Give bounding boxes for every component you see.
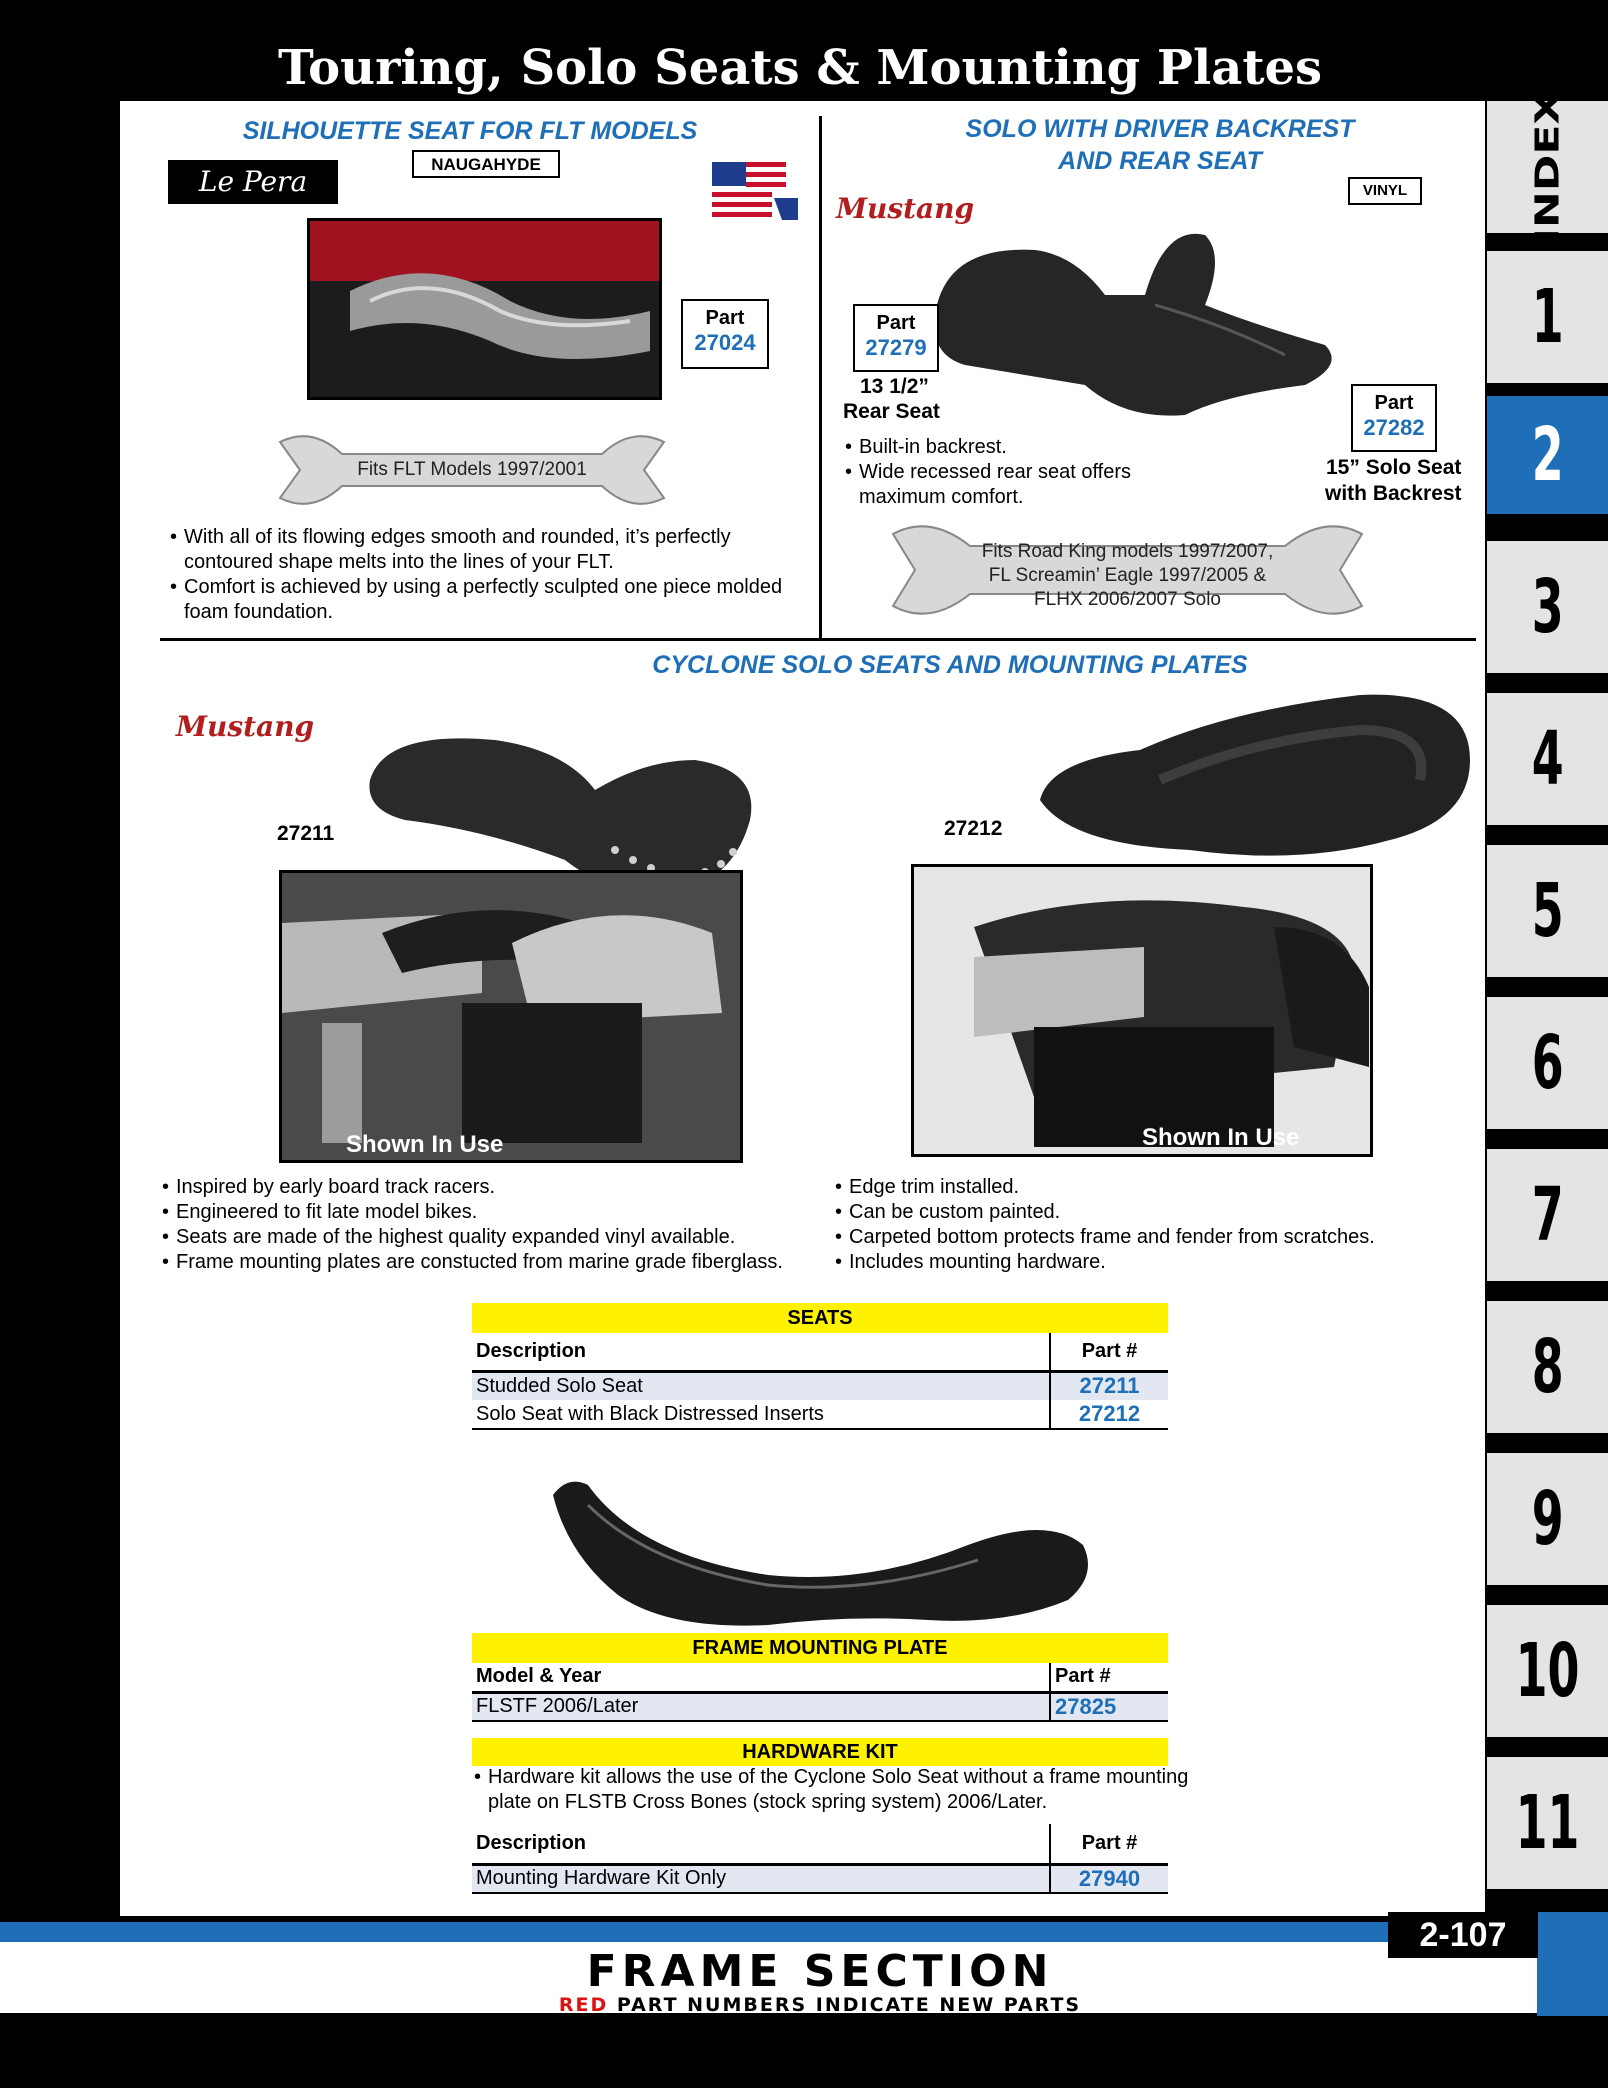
page-title: Touring, Solo Seats & Mounting Plates xyxy=(277,40,1323,96)
motorcycle-27212-illustration xyxy=(914,867,1373,1157)
seats-table xyxy=(472,1303,1168,1430)
cyclone-bullets-right xyxy=(833,1175,1453,1275)
part-box-27279: Part 27279 xyxy=(853,304,939,372)
list-item: • Carpeted bottom protects frame and fender from scratches. xyxy=(833,1225,1453,1250)
part-number-link[interactable]: 27825 xyxy=(1050,1692,1168,1721)
silhouette-seat-photo xyxy=(307,218,662,400)
silhouette-bullets xyxy=(168,525,808,625)
table-row: Studded Solo Seat 27211 xyxy=(472,1371,1168,1400)
tab-6[interactable]: 6 xyxy=(1487,997,1608,1129)
cyclone-title: CYCLONE SOLO SEATS AND MOUNTING PLATES xyxy=(652,651,1248,679)
tab-index[interactable]: INDEX xyxy=(1487,101,1608,233)
footer-section-title: FRAME SECTION xyxy=(586,1946,1054,1997)
usa-flag-icon xyxy=(712,158,798,220)
col-model-year: Model & Year xyxy=(472,1663,1050,1692)
mounting-plate-table-title: FRAME MOUNTING PLATE xyxy=(472,1633,1168,1663)
section-divider xyxy=(160,638,1476,641)
table-row: Solo Seat with Black Distressed Inserts 27212 xyxy=(472,1400,1168,1429)
material-badge-naugahyde: NAUGAHYDE xyxy=(412,150,560,178)
silhouette-seat-illustration xyxy=(310,221,662,400)
tab-4[interactable]: 4 xyxy=(1487,693,1608,825)
tab-2[interactable]: 2 xyxy=(1487,389,1608,521)
col-part: Part # xyxy=(1050,1824,1168,1864)
column-divider xyxy=(819,116,822,638)
solo-seat-label: with Backrest xyxy=(1325,482,1462,505)
solo-backrest-bullets xyxy=(843,435,1143,510)
mustang-logo: Mustang xyxy=(176,710,315,743)
list-item: • Wide recessed rear seat offers maximum comfort. xyxy=(843,460,1143,510)
footer-stripe xyxy=(0,1922,1608,1942)
list-item: • Seats are made of the highest quality expanded vinyl available. xyxy=(160,1225,800,1250)
cyclone-bullets-left xyxy=(160,1175,800,1275)
motorcycle-27211-illustration xyxy=(282,873,743,1163)
seat-27212-in-use-photo: Shown In Use xyxy=(911,864,1373,1157)
part-box-27282: Part 27282 xyxy=(1351,384,1437,452)
list-item: • Inspired by early board track racers. xyxy=(160,1175,800,1200)
part-box-27024: Part 27024 xyxy=(681,299,769,369)
list-item: • Built-in backrest. xyxy=(843,435,1143,460)
seat-27212-illustration xyxy=(1030,690,1475,865)
tab-10[interactable]: 10 xyxy=(1487,1605,1608,1737)
list-item: • Comfort is achieved by using a perfectly sculpted one piece molded foam foundation. xyxy=(168,575,808,625)
rear-seat-label: Rear Seat xyxy=(843,400,940,423)
tab-5[interactable]: 5 xyxy=(1487,845,1608,977)
footer-tab-edge xyxy=(1537,1912,1608,2016)
seats-table-title: SEATS xyxy=(472,1303,1168,1333)
tab-7[interactable]: 7 xyxy=(1487,1149,1608,1281)
table-row: Mounting Hardware Kit Only 27940 xyxy=(472,1864,1168,1893)
seat-27211-label: 27211 xyxy=(277,822,335,845)
table-row: FLSTF 2006/Later 27825 xyxy=(472,1692,1168,1721)
list-item: • Edge trim installed. xyxy=(833,1175,1453,1200)
fitment-wrench-flt: Fits FLT Models 1997/2001 xyxy=(272,432,672,508)
col-description: Description xyxy=(472,1824,1050,1864)
tab-1[interactable]: 1 xyxy=(1487,251,1608,383)
mustang-logo: Mustang xyxy=(836,192,975,225)
list-item: • With all of its flowing edges smooth and rounded, it’s perfectly contoured shape melts into the lines of your FLT. xyxy=(168,525,808,575)
list-item: • Includes mounting hardware. xyxy=(833,1250,1453,1275)
material-badge-vinyl: VINYL xyxy=(1348,177,1422,205)
hardware-table xyxy=(472,1824,1168,1894)
seat-27211-in-use-photo: Shown In Use xyxy=(279,870,743,1163)
tab-8[interactable]: 8 xyxy=(1487,1301,1608,1433)
part-number-link[interactable]: 27212 xyxy=(1050,1400,1168,1429)
col-part: Part # xyxy=(1050,1333,1168,1371)
page-number: 2-107 xyxy=(1388,1912,1538,1958)
rear-seat-size: 13 1/2” xyxy=(860,375,929,398)
part-number-link[interactable]: 27211 xyxy=(1050,1371,1168,1400)
col-description: Description xyxy=(472,1333,1050,1371)
mounting-plate-table xyxy=(472,1633,1168,1722)
hardware-kit-title: HARDWARE KIT xyxy=(472,1738,1168,1766)
hardware-bullets xyxy=(472,1765,1192,1815)
list-item: • Frame mounting plates are constucted from marine grade fiberglass. xyxy=(160,1250,800,1275)
footer-note: RED PART NUMBERS INDICATE NEW PARTS xyxy=(558,1994,1082,2016)
list-item: • Engineered to fit late model bikes. xyxy=(160,1200,800,1225)
mounting-plate-illustration xyxy=(548,1475,1098,1635)
part-number-link[interactable]: 27940 xyxy=(1050,1864,1168,1893)
seat-27212-label: 27212 xyxy=(944,817,1003,840)
solo-backrest-title: SOLO WITH DRIVER BACKREST AND REAR SEAT xyxy=(965,115,1355,175)
col-part: Part # xyxy=(1050,1663,1168,1692)
tab-3[interactable]: 3 xyxy=(1487,541,1608,673)
lepera-logo: Le Pera xyxy=(168,160,338,204)
solo-backrest-seat-illustration xyxy=(925,215,1345,425)
fitment-wrench-road-king: Fits Road King models 1997/2007, FL Screamin’ Eagle 1997/2005 & FLHX 2006/2007 Solo xyxy=(885,520,1370,620)
tab-9[interactable]: 9 xyxy=(1487,1453,1608,1585)
solo-seat-size: 15” Solo Seat xyxy=(1326,456,1462,479)
list-item: • Can be custom painted. xyxy=(833,1200,1453,1225)
tab-11[interactable]: 11 xyxy=(1487,1757,1608,1889)
silhouette-title: SILHOUETTE SEAT FOR FLT MODELS xyxy=(242,117,698,145)
list-item: • Hardware kit allows the use of the Cyclone Solo Seat without a frame mounting plate on FLSTB Cross Bones (stock spring system) 2006/Later. xyxy=(472,1765,1192,1815)
